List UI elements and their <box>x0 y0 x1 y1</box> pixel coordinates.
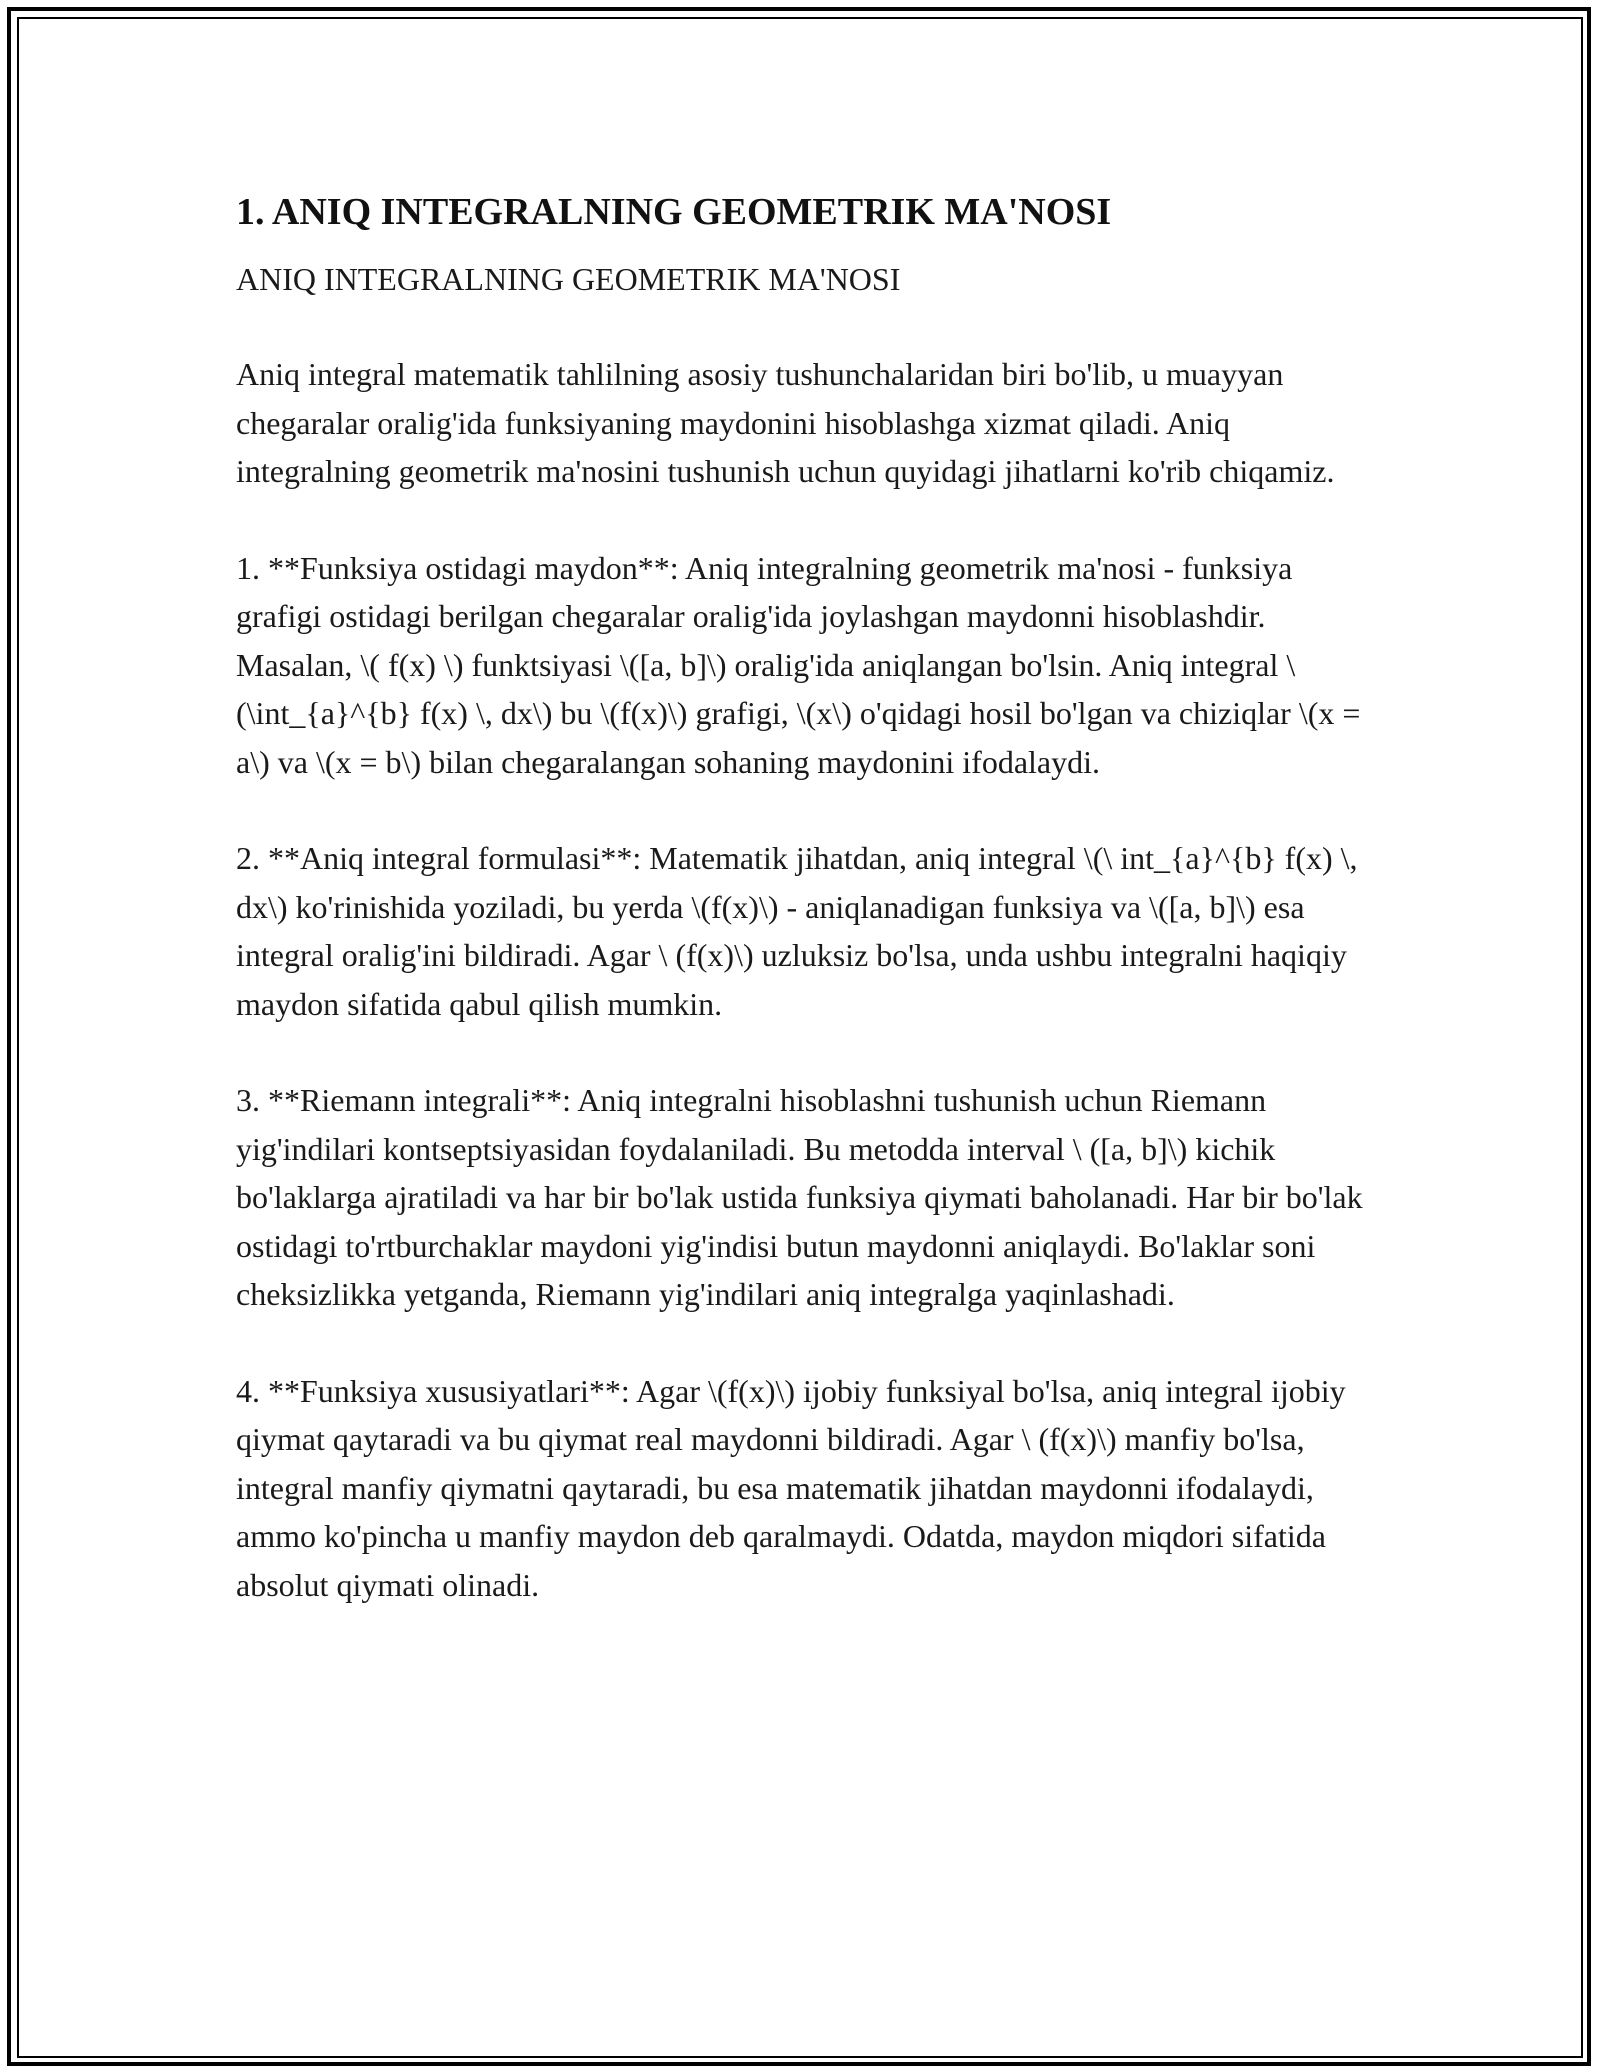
paragraph-2: 2. **Aniq integral formulasi**: Matematik jihatdan, aniq integral \(\ int_{a}^{b} f(x) \, dx\) ko'rinishida yoziladi, bu yerda \(f(x)\) - aniqlanadigan funksiya va \([a, b]\) esa integral oralig'ini bildiradi. Agar \ (f(x)\) uzluksiz bo'lsa, unda ushbu integralni haqiqiy maydon sifatida qabul qilish mumkin. <box>236 840 1358 1022</box>
paragraph-3: 3. **Riemann integrali**: Aniq integralni hisoblashni tushunish uchun Riemann yig'indilari kontseptsiyasidan foydalaniladi. Bu metodda interval \ ([a, b]\) kichik bo'laklarga ajratiladi va har bir bo'lak ustida funksiya qiymati baholanadi. Har bir bo'lak ostidagi to'rtburchaklar maydoni yig'indisi butun maydonni aniqlaydi. Bo'laklar soni cheksizlikka yetganda, Riemann yig'indilari aniq integralga yaqinlashadi. <box>236 1082 1363 1312</box>
document-title: 1. ANIQ INTEGRALNING GEOMETRIK MA'NOSI <box>236 191 1112 233</box>
paragraph-4: 4. **Funksiya xususiyatlari**: Agar \(f(x)\) ijobiy funksiyal bo'lsa, aniq integral ijobiy qiymat qaytaradi va bu qiymat real maydonni bildiradi. Agar \ (f(x)\) manfiy bo'lsa, integral manfiy qiymatni qaytaradi, bu esa matematik jihatdan maydonni ifodalaydi, ammo ko'pincha u manfiy maydon deb qaralmaydi. Odatda, maydon miqdori sifatida absolut qiymati olinadi. <box>236 1372 1346 1603</box>
paragraph-1: 1. **Funksiya ostidagi maydon**: Aniq integralning geometrik ma'nosi - funksiya grafigi ostidagi berilgan chegaralar oralig'ida joylashgan maydonni hisoblashdir. Masalan, \( f(x) \) funktsiyasi \([a, b]\) oralig'ida aniqlangan bo'lsin. Aniq integral \(\int_{a}^{b} f(x) \, dx\) bu \(f(x)\) grafigi, \(x\) o'qidagi hosil bo'lgan va chiziqlar \(x = a\) va \(x = b\) bilan chegaralangan sohaning maydonini ifodalaydi. <box>236 549 1361 780</box>
document-subtitle: ANIQ INTEGRALNING GEOMETRIK MA'NOSI <box>236 261 901 297</box>
document-body <box>236 186 1364 1609</box>
paragraph-intro: Aniq integral matematik tahlilning asosiy tushunchalaridan biri bo'lib, u muayyan chegaralar oralig'ida funksiyaning maydonini hisoblashga xizmat qiladi. Aniq integralning geometrik ma'nosini tushunish uchun quyidagi jihatlarni ko'rib chiqamiz. <box>236 356 1335 489</box>
